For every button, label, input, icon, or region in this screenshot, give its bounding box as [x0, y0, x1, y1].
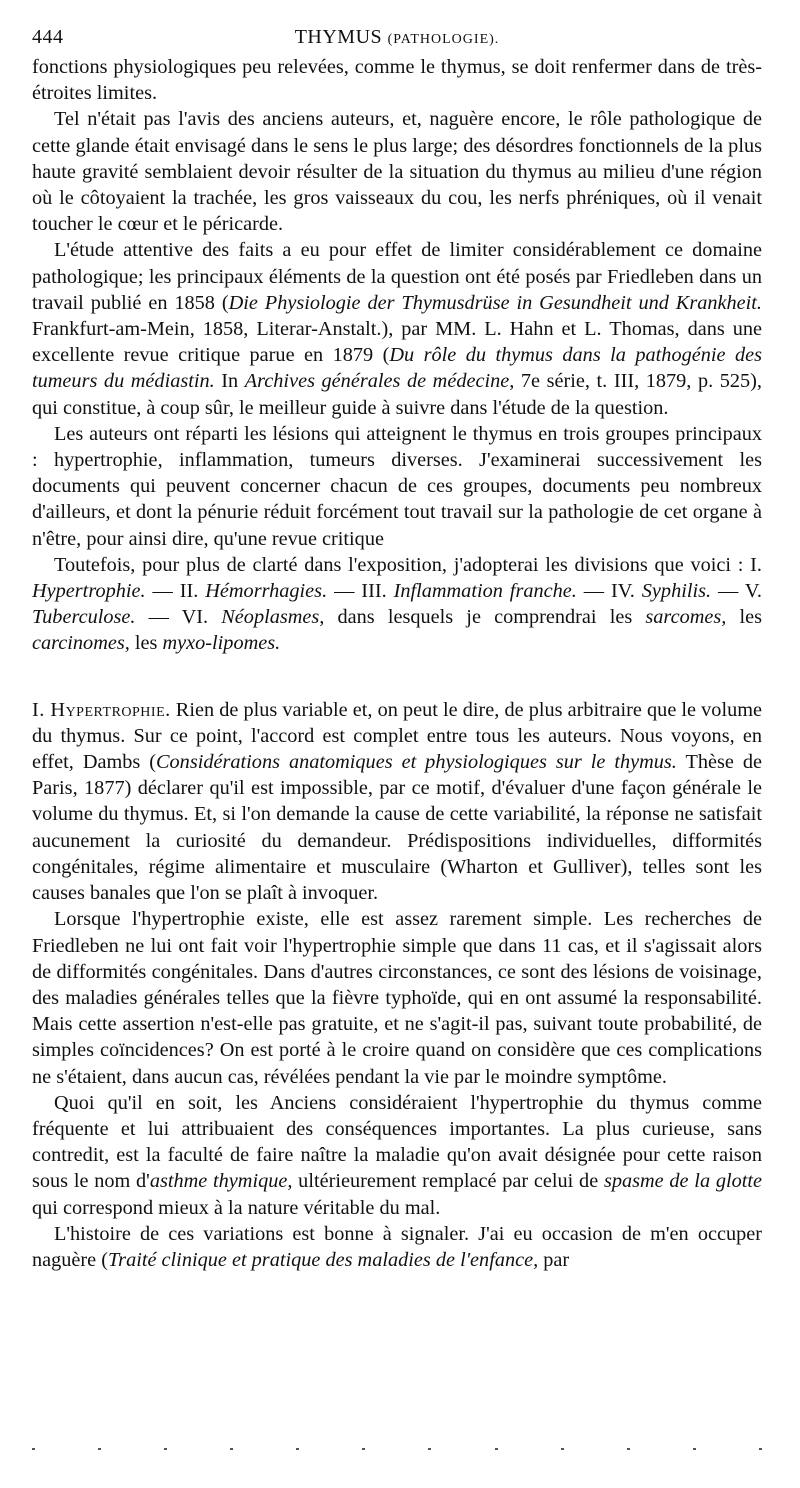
section-heading: I. Hypertrophie.: [32, 698, 171, 721]
text-run: qui correspond mieux à la nature véritable du mal.: [32, 1196, 441, 1219]
term: asthme thymique,: [149, 1170, 293, 1193]
body-text: [32, 54, 762, 1273]
text-run: Toutefois, pour plus de clarté dans l'exposition, j'adopterai les divisions que voici : I.: [54, 553, 762, 576]
paragraph-text: fonctions physiologiques peu relevées, comme le thymus, se doit renfermer dans de très-étroites limites.: [32, 56, 762, 105]
citation-title: Die Physiologie der Thymusdrüse in Gesundheit und Krankheit.: [228, 291, 762, 314]
section-gap: [32, 657, 762, 697]
text-run: Rien de plus variable et, on peut le dire, de plus arbitraire que le volume du thymus. Sur ce point, l'accord est complet entre tous les auteurs. Nous voyons, en effet, Dambs (: [32, 698, 762, 774]
running-title-sub: (PATHOLOGIE).: [387, 32, 500, 47]
text-run: — IV.: [576, 580, 642, 603]
text-run: — II.: [145, 580, 206, 603]
text-run: Thèse de Paris, 1877) déclarer qu'il est impossible, par ce motif, d'évaluer d'une façon générale le volume du thymus. Et, si l'on demande la cause de cette variabilité, la réponse ne satisfait aucunement la curiosité du demandeur. Prédispositions individuelles, difformités congénitales, régime alimentaire et musculaire (Wharton et Gulliver), telles sont les causes banales que l'on se plaît à invoquer.: [32, 751, 763, 905]
text-run: In: [214, 370, 245, 393]
text-run: les: [726, 606, 762, 629]
citation-title: Considérations anatomiques et physiologiques sur le thymus.: [156, 751, 677, 774]
text-run: — III.: [327, 580, 394, 603]
citation-title: Traité clinique et pratique des maladies de l'enfance,: [108, 1248, 539, 1271]
paragraph-hypertrophie-simple: [32, 906, 762, 1089]
running-title-main: THYMUS: [294, 26, 383, 48]
paragraph-text: Lorsque l'hypertrophie existe, elle est assez rarement simple. Les recherches de Friedleben ne lui ont fait voir l'hypertrophie simple que dans 11 cas, et il s'agissait alors de difformités congénitales. Dans d'autres circonstances, ce sont des lésions de voisinage, des maladies générales telles que la fièvre typhoïde, qui en ont assumé la responsabilité. Mais cette assertion n'est-elle pas gratuite, et ne s'agit-il pas, suivant toute probabilité, de simples coïncidences? On est porté à le croire quand on considère que ces complications ne s'étaient, dans aucun cas, révélées pendant la vie par le moindre symptôme.: [32, 908, 762, 1088]
paragraph-histoire: [32, 1221, 762, 1273]
citation-title: Du rôle du thymus dans la pathogénie des tumeurs du médiastin.: [32, 344, 762, 393]
text-run: — V.: [711, 580, 762, 603]
citation-journal: Archives générales de médecine,: [244, 370, 515, 393]
division-label: Hémorrhagies.: [205, 580, 328, 603]
text-run: dans lesquels je comprendrai les: [324, 606, 646, 629]
text-run: L'histoire de ces variations est bonne à signaler. J'ai eu occasion de m'en occuper naguère (: [32, 1222, 762, 1271]
text-run: ultérieurement remplacé par celui de: [292, 1170, 604, 1193]
paragraph-text: Tel n'était pas l'avis des anciens auteurs, et, naguère encore, le rôle pathologique de cette glande était envisagé dans le sens le plus large; des désordres fonctionnels de la plus haute gravité semblaient devoir résulter de la situation du thymus au milieu d'une région où le côtoyaient la trachée, les gros vaisseaux du cou, les nerfs phréniques, où il venait toucher le cœur et le péricarde.: [32, 108, 762, 236]
division-label: Hypertrophie.: [32, 580, 146, 603]
text-run: L'étude attentive des faits a eu pour effet de limiter considérablement ce domaine pathologique; les principaux éléments de la question ont été posés par Friedleben dans un travail publié en 1858 (: [32, 239, 762, 314]
running-head: [32, 26, 762, 54]
running-title: [32, 26, 762, 49]
text-run: Frankfurt-am-Mein, 1858, Literar-Anstalt.), par MM. L. Hahn et L. Thomas, dans une excellente revue critique parue en 1879 (: [32, 318, 762, 367]
tumor-type: myxo-lipomes.: [162, 632, 281, 655]
paragraph-hypertrophie: [32, 697, 762, 907]
page-number: 444: [32, 26, 64, 48]
tumor-type: carcinomes,: [32, 632, 130, 655]
text-run: 7e série, t. III, 1879, p. 525), qui constitue, à coup sûr, le meilleur guide à suivre dans l'étude de la question.: [32, 370, 762, 419]
text-run: par: [538, 1248, 570, 1271]
paragraph-anciens-auteurs: [32, 106, 762, 237]
text-run: — VI.: [135, 606, 222, 629]
paragraph-text: Les auteurs ont réparti les lésions qui atteignent le thymus en trois groupes principaux : hypertrophie, inflammation, tumeurs diverses. J'examinerai successivement les documents qui peuvent concerner chacun de ces groupes, documents peu nombreux d'ailleurs, et dont la pénurie réduit forcément tout travail sur la pathologie de cet organe à n'être, pour ainsi dire, qu'une revue critique: [32, 422, 762, 550]
paragraph-anciens: [32, 1090, 762, 1221]
division-label: Inflammation franche.: [393, 580, 577, 603]
footer-rule: [32, 1448, 762, 1454]
paragraph-continued: [32, 54, 762, 106]
text-run: les: [129, 632, 163, 655]
division-label: Néoplasmes,: [221, 606, 325, 629]
text-run: Quoi qu'il en soit, les Anciens considéraient l'hypertrophie du thymus comme fréquente et lui attribuaient des conséquences importantes. La plus curieuse, sans contredit, est la faculté de faire naître la maladie qu'on avait désignée pour cette raison sous le nom d': [32, 1091, 762, 1193]
paragraph-groupes: [32, 421, 762, 552]
tumor-type: sarcomes,: [645, 606, 727, 629]
division-label: Syphilis.: [641, 580, 712, 603]
division-label: Tuberculose.: [32, 606, 136, 629]
paragraph-divisions: [32, 552, 762, 657]
paragraph-etude-attentive: [32, 237, 762, 420]
term: spasme de la glotte: [603, 1170, 763, 1193]
